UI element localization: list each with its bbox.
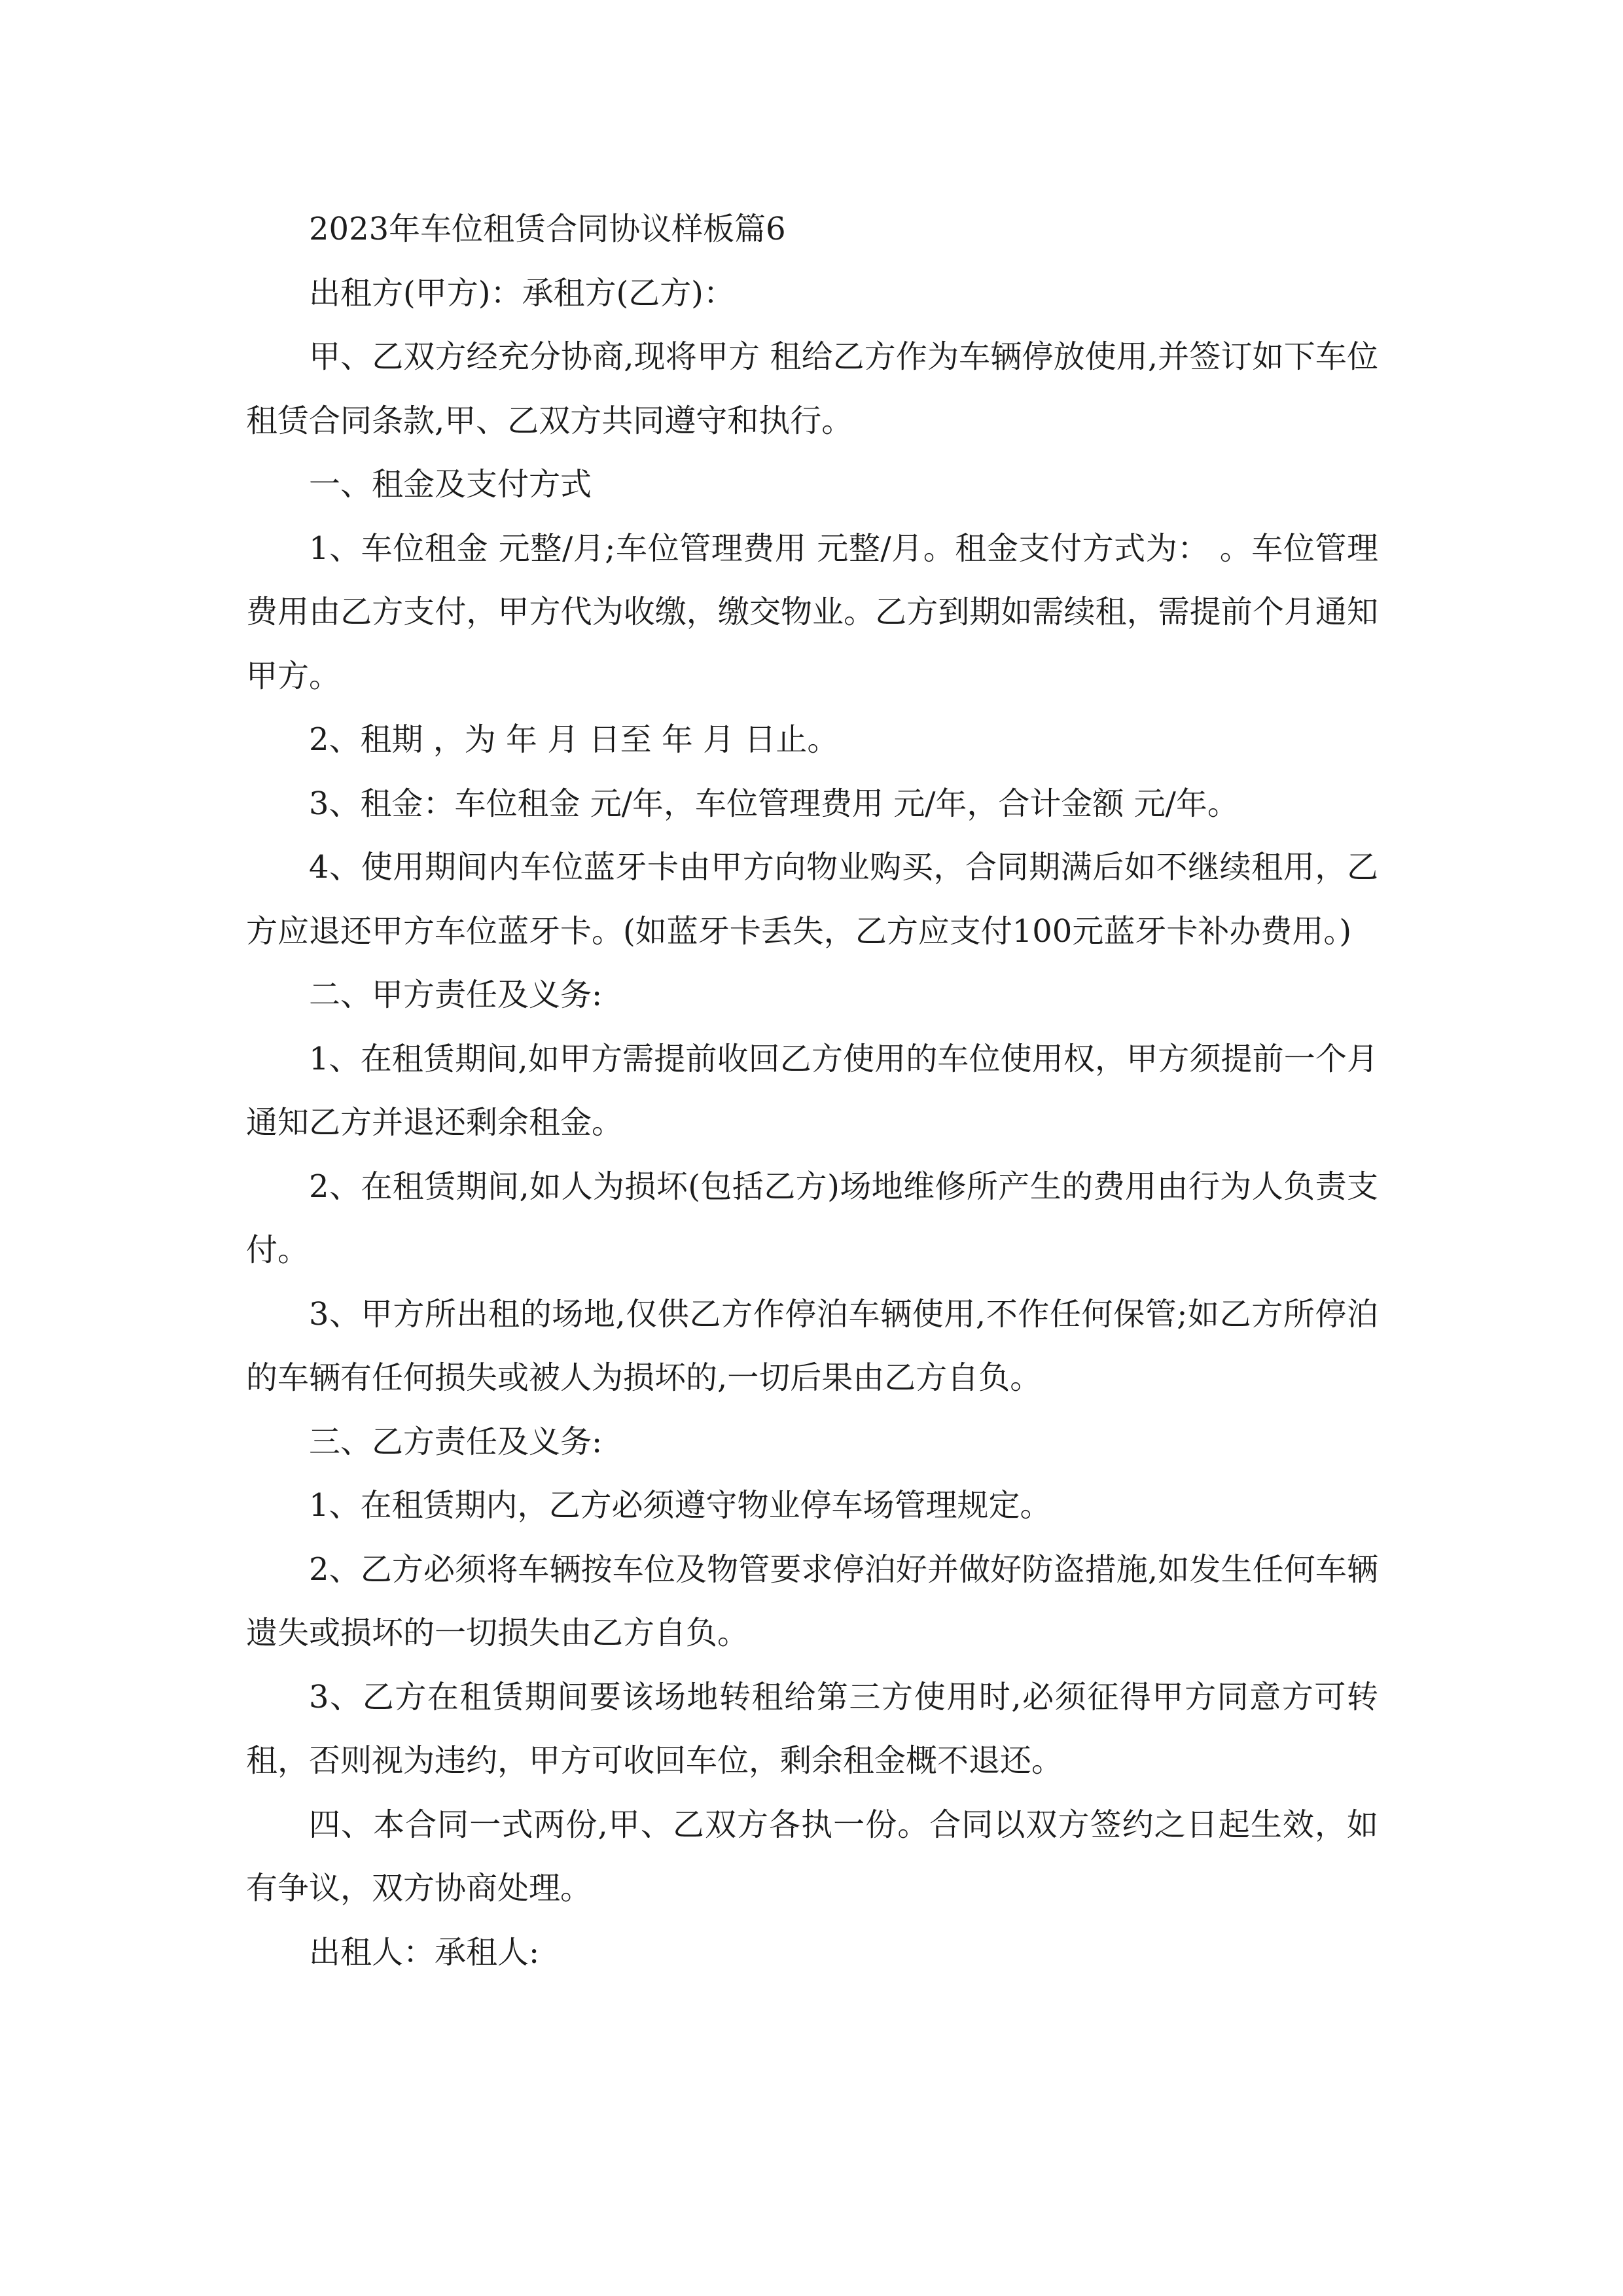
rent-clause-3: 3、租金：车位租金 元/年，车位管理费用 元/年，合计金额 元/年。 <box>309 785 1239 822</box>
rent-clause-2: 2、租期 ，为 年 月 日至 年 月 日止。 <box>309 721 839 758</box>
lessee-clause-2: 2、乙方必须将车辆按车位及物管要求停泊好并做好防盗措施,如发生任何车辆遗失或损坏的一切损失由乙方自负。 <box>246 1551 1378 1651</box>
section-four-paragraph: 四、本合同一式两份,甲、乙双方各执一份。合同以双方签约之日起生效，如有争议，双方协商处理。 <box>246 1806 1378 1907</box>
parties-line: 出租方(甲方)：承租方(乙方)： <box>309 274 735 312</box>
preamble-paragraph: 甲、乙双方经充分协商,现将甲方 租给乙方作为车辆停放使用,并签订如下车位租赁合同条款,甲、乙双方共同遵守和执行。 <box>246 338 1378 439</box>
signature-line: 出租人：承租人: <box>309 1933 540 1971</box>
lessor-clause-3: 3、甲方所出租的场地,仅供乙方作停泊车辆使用,不作任何保管;如乙方所停泊的车辆有任何损失或被人为损坏的,一切后果由乙方自负。 <box>246 1295 1378 1396</box>
lessee-clause-3: 3、乙方在租赁期间要该场地转租给第三方使用时,必须征得甲方同意方可转租，否则视为违约，甲方可收回车位，剩余租金概不退还。 <box>246 1678 1378 1779</box>
lessor-clause-2: 2、在租赁期间,如人为损坏(包括乙方)场地维修所产生的费用由行为人负责支付。 <box>246 1168 1378 1268</box>
document-title: 2023年车位租赁合同协议样板篇6 <box>309 211 786 247</box>
section-heading-lessee: 三、乙方责任及义务: <box>309 1423 603 1460</box>
section-heading-lessor: 二、甲方责任及义务: <box>309 977 603 1013</box>
rent-clause-4: 4、使用期间内车位蓝牙卡由甲方向物业购买，合同期满后如不继续租用，乙方应退还甲方车位蓝牙卡。(如蓝牙卡丢失，乙方应支付100元蓝牙卡补办费用。) <box>246 849 1378 950</box>
section-heading-rent: 一、租金及支付方式 <box>309 466 592 503</box>
rent-clause-1: 1、车位租金 元整/月;车位管理费用 元整/月。租金支付方式为： 。车位管理费用由乙方支付，甲方代为收缴，缴交物业。乙方到期如需续租，需提前个月通知甲方。 <box>246 529 1378 694</box>
lessee-clause-1: 1、在租赁期内，乙方必须遵守物业停车场管理规定。 <box>309 1487 1052 1524</box>
lessor-clause-1: 1、在租赁期间,如甲方需提前收回乙方使用的车位使用权，甲方须提前一个月通知乙方并退还剩余租金。 <box>246 1040 1378 1141</box>
document-body <box>246 198 1378 1984</box>
